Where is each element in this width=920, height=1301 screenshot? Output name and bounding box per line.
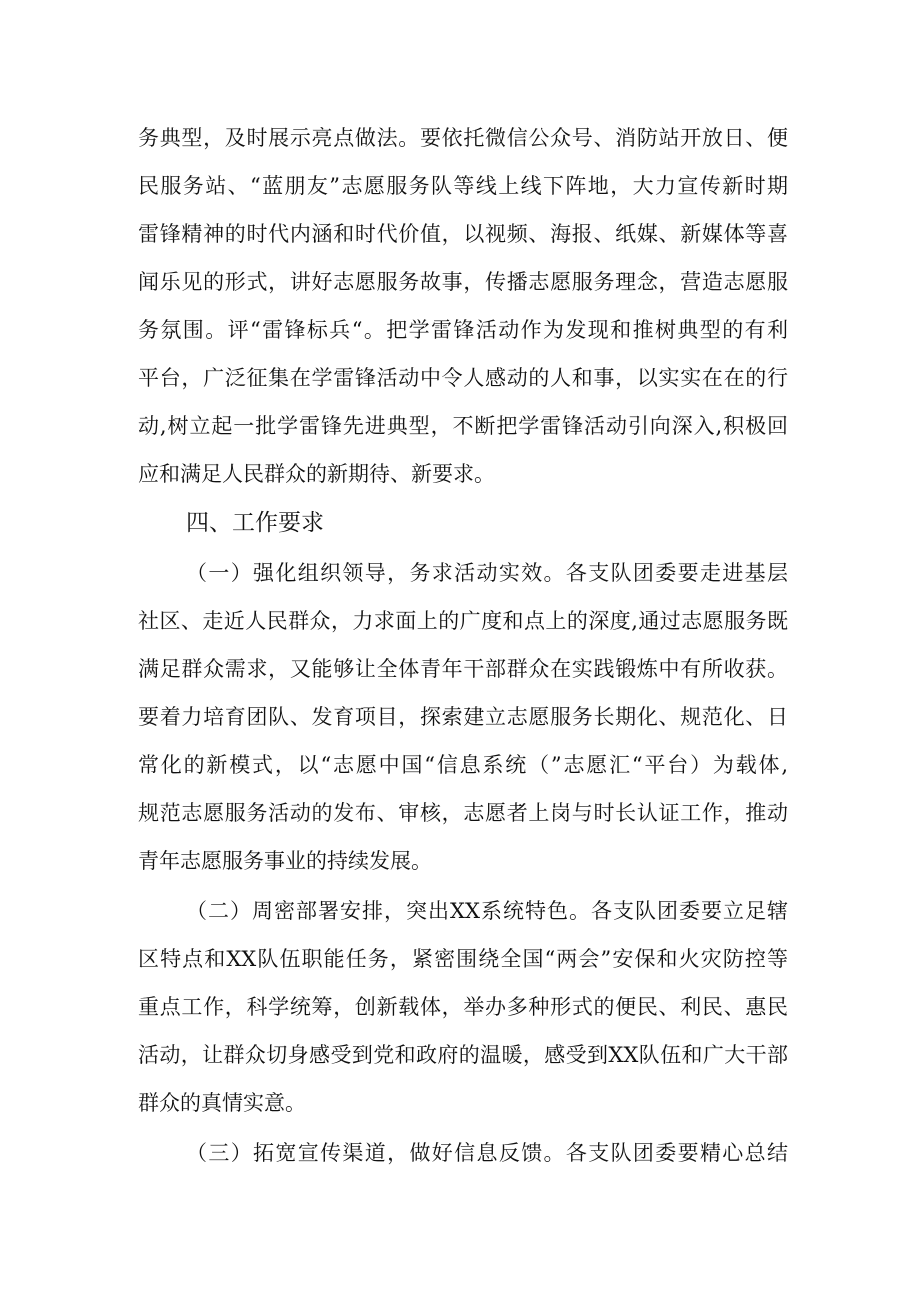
paragraph-line: 常化的新模式，以“志愿中国“信息系统（”志愿汇“平台）为载体,: [138, 753, 788, 777]
paragraph-line: 应和满足人民群众的新期待、新要求。: [138, 462, 495, 486]
paragraph-line: 重点工作，科学统筹，创新载体，举办多种形式的便民、利民、惠民: [138, 995, 788, 1019]
paragraph-line: 青年志愿服务事业的持续发展。: [138, 849, 432, 873]
section-heading: 四、工作要求: [186, 510, 324, 536]
paragraph-line: 民服务站、“蓝朋友”志愿服务队等线上线下阵地，大力宣传新时期: [138, 174, 788, 198]
paragraph-line: 群众的真情实意。: [138, 1091, 306, 1115]
paragraph-line: 务典型，及时展示亮点做法。要依托微信公众号、消防站开放日、便: [138, 126, 788, 150]
paragraph-line: 社区、走近人民群众，力求面上的广度和点上的深度,通过志愿服务既: [138, 609, 788, 633]
paragraph-line: 满足群众需求，又能够让全体青年干部群众在实践锻炼中有所收获。: [138, 657, 788, 681]
paragraph-line: 区特点和XX队伍职能任务，紧密围绕全国“两会”安保和火灾防控等: [138, 947, 788, 971]
paragraph-line: 务氛围。评“雷锋标兵“。把学雷锋活动作为发现和推树典型的有利: [138, 318, 788, 342]
paragraph-line: （二）周密部署安排，突出XX系统特色。各支队团委要立足辖: [186, 899, 788, 923]
paragraph-line: 动,树立起一批学雷锋先进典型，不断把学雷锋活动引向深入,积极回: [138, 414, 788, 438]
paragraph-line: 雷锋精神的时代内涵和时代价值，以视频、海报、纸媒、新媒体等喜: [138, 222, 788, 246]
paragraph-line: 平台，广泛征集在学雷锋活动中令人感动的人和事，以实实在在的行: [138, 366, 788, 390]
paragraph-line: （一）强化组织领导，务求活动实效。各支队团委要走进基层: [186, 561, 788, 585]
paragraph-line: 规范志愿服务活动的发布、审核，志愿者上岗与时长认证工作，推动: [138, 801, 788, 825]
paragraph-line: 要着力培育团队、发育项目，探索建立志愿服务长期化、规范化、日: [138, 705, 788, 729]
paragraph-line: 闻乐见的形式，讲好志愿服务故事，传播志愿服务理念，营造志愿服: [138, 270, 788, 294]
paragraph-line: 活动，让群众切身感受到党和政府的温暖，感受到XX队伍和广大干部: [138, 1043, 788, 1067]
paragraph-line: （三）拓宽宣传渠道，做好信息反馈。各支队团委要精心总结: [186, 1141, 788, 1165]
